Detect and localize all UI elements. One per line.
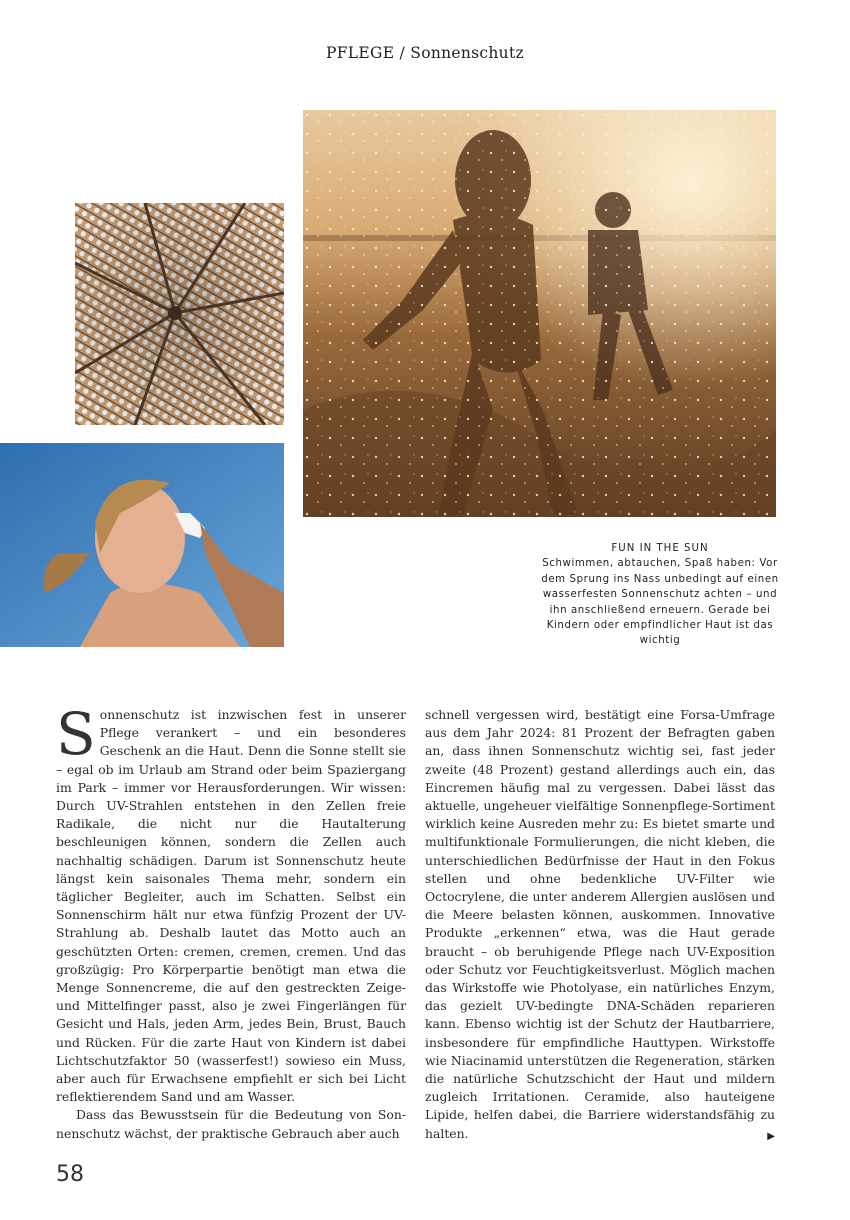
article-column-right (425, 706, 775, 1146)
girl-sunscreen-photo (0, 443, 284, 647)
article-column-left (56, 700, 406, 1143)
header-separator: / (394, 44, 411, 62)
header-topic: Sonnenschutz (410, 44, 524, 62)
beach-photo (303, 110, 776, 517)
article-paragraph: Dass das Bewusstsein für die Bedeutung von Sonnenschutz wächst, der praktische Gebrauch aber auch (56, 1107, 406, 1141)
paragraph-text: schnell vergessen wird, bestätigt eine Forsa-Umfrage aus dem Jahr 2024: 81 Prozent der Befragten gaben an, dass ihnen Sonnenschutz wichtig sei, fast jeder zweite (48 Prozent) gestand allerdings auch ein, das Eincremen häufig mal zu vergessen. Dabei lässt das aktuelle, ungeheuer vielfältige Sonnenpflege-Sortiment wirklich keine Ausreden mehr zu: Es bietet smarte und multifunktionale Formulierungen, die nicht kleben, die unterschiedlichen Bedürfnisse der Haut in den Fokus stellen und ohne bedenkliche UV-Filter wie Octocrylene, die unter anderem Allergien auslösen und die Meere belasten können, auskommen. Innovative Produkte „erkennen“ etwa, was die Haut gerade braucht – ob beruhigende Pflege nach UV-Exposition oder Schutz vor Feuchtigkeitsverlust. Möglich machen das Wirkstoffe wie Photolyase, ein natürliches Enzym, das gezielt UV-bedingte DNA-Schäden reparieren kann. Ebenso wichtig ist der Schutz der Hautbarriere, insbesondere für empfindliche Hauttypen. Wirkstoffe wie Niacinamid unterstützen die Regeneration, stärken die natürliche Schutzschicht der Haut und mildern zugleich Irritationen. Ceramide, also hauteigene Lipide, helfen dabei, die Barriere widerstandsfähig zu halten. (425, 707, 775, 1141)
page-number: 58 (56, 1162, 84, 1187)
article-paragraph (56, 700, 406, 1106)
end-mark-icon: ▶ (767, 1130, 775, 1142)
running-header (0, 44, 850, 62)
drop-cap: S (56, 700, 96, 768)
paragraph-text: onnenschutz ist inzwischen fest in unserer Pflege verankert – und ein besonderes Geschenk an die Haut. Denn die Sonne stellt sie – egal ob im Urlaub am Strand oder beim Spaziergang im Park – immer vor Herausforderungen. Wir wissen: Durch UV-Strahlen entstehen in den Zellen freie Radikale, die nicht nur die Hautalterung beschleunigen können, sondern die Zellen auch nachhaltig schädigen. Darum ist Sonnenschutz heute längst kein saisonales Thema mehr, sondern ein täglicher Begleiter, auch im Schatten. Selbst ein Sonnenschirm hält nur etwa fünfzig Prozent der UV-Strahlung ab. Deshalb lautet das Motto auch an geschützten Orten: cremen, cremen, cremen. Und das großzügig: Pro Körperpartie benötigt man etwa die Menge Sonnencreme, die auf den gestreckten Zeige- und Mittelfinger passt, also je zwei Fingerlängen für Gesicht und Hals, jeden Arm, jedes Bein, Brust, Bauch und Rücken. Für die zarte Haut von Kindern ist dabei Lichtschutzfaktor 50 (wasserfest!) sowieso ein Muss, aber auch für Erwachsene empfiehlt er sich bei Licht reflektierendem Sand und am Wasser. (56, 707, 406, 1105)
caption-title: FUN IN THE SUN (611, 543, 709, 554)
article-paragraph (425, 706, 775, 1143)
photo-caption (541, 541, 779, 649)
header-section: PFLEGE (326, 44, 395, 62)
caption-body: Schwimmen, abtauchen, Spaß haben: Vor dem Sprung ins Nass unbedingt auf einen wasserfesten Sonnenschutz achten – und ihn anschließend erneuern. Gerade bei Kindern oder empfindlicher Haut ist das wichtig (541, 558, 779, 647)
umbrella-photo (75, 203, 284, 425)
